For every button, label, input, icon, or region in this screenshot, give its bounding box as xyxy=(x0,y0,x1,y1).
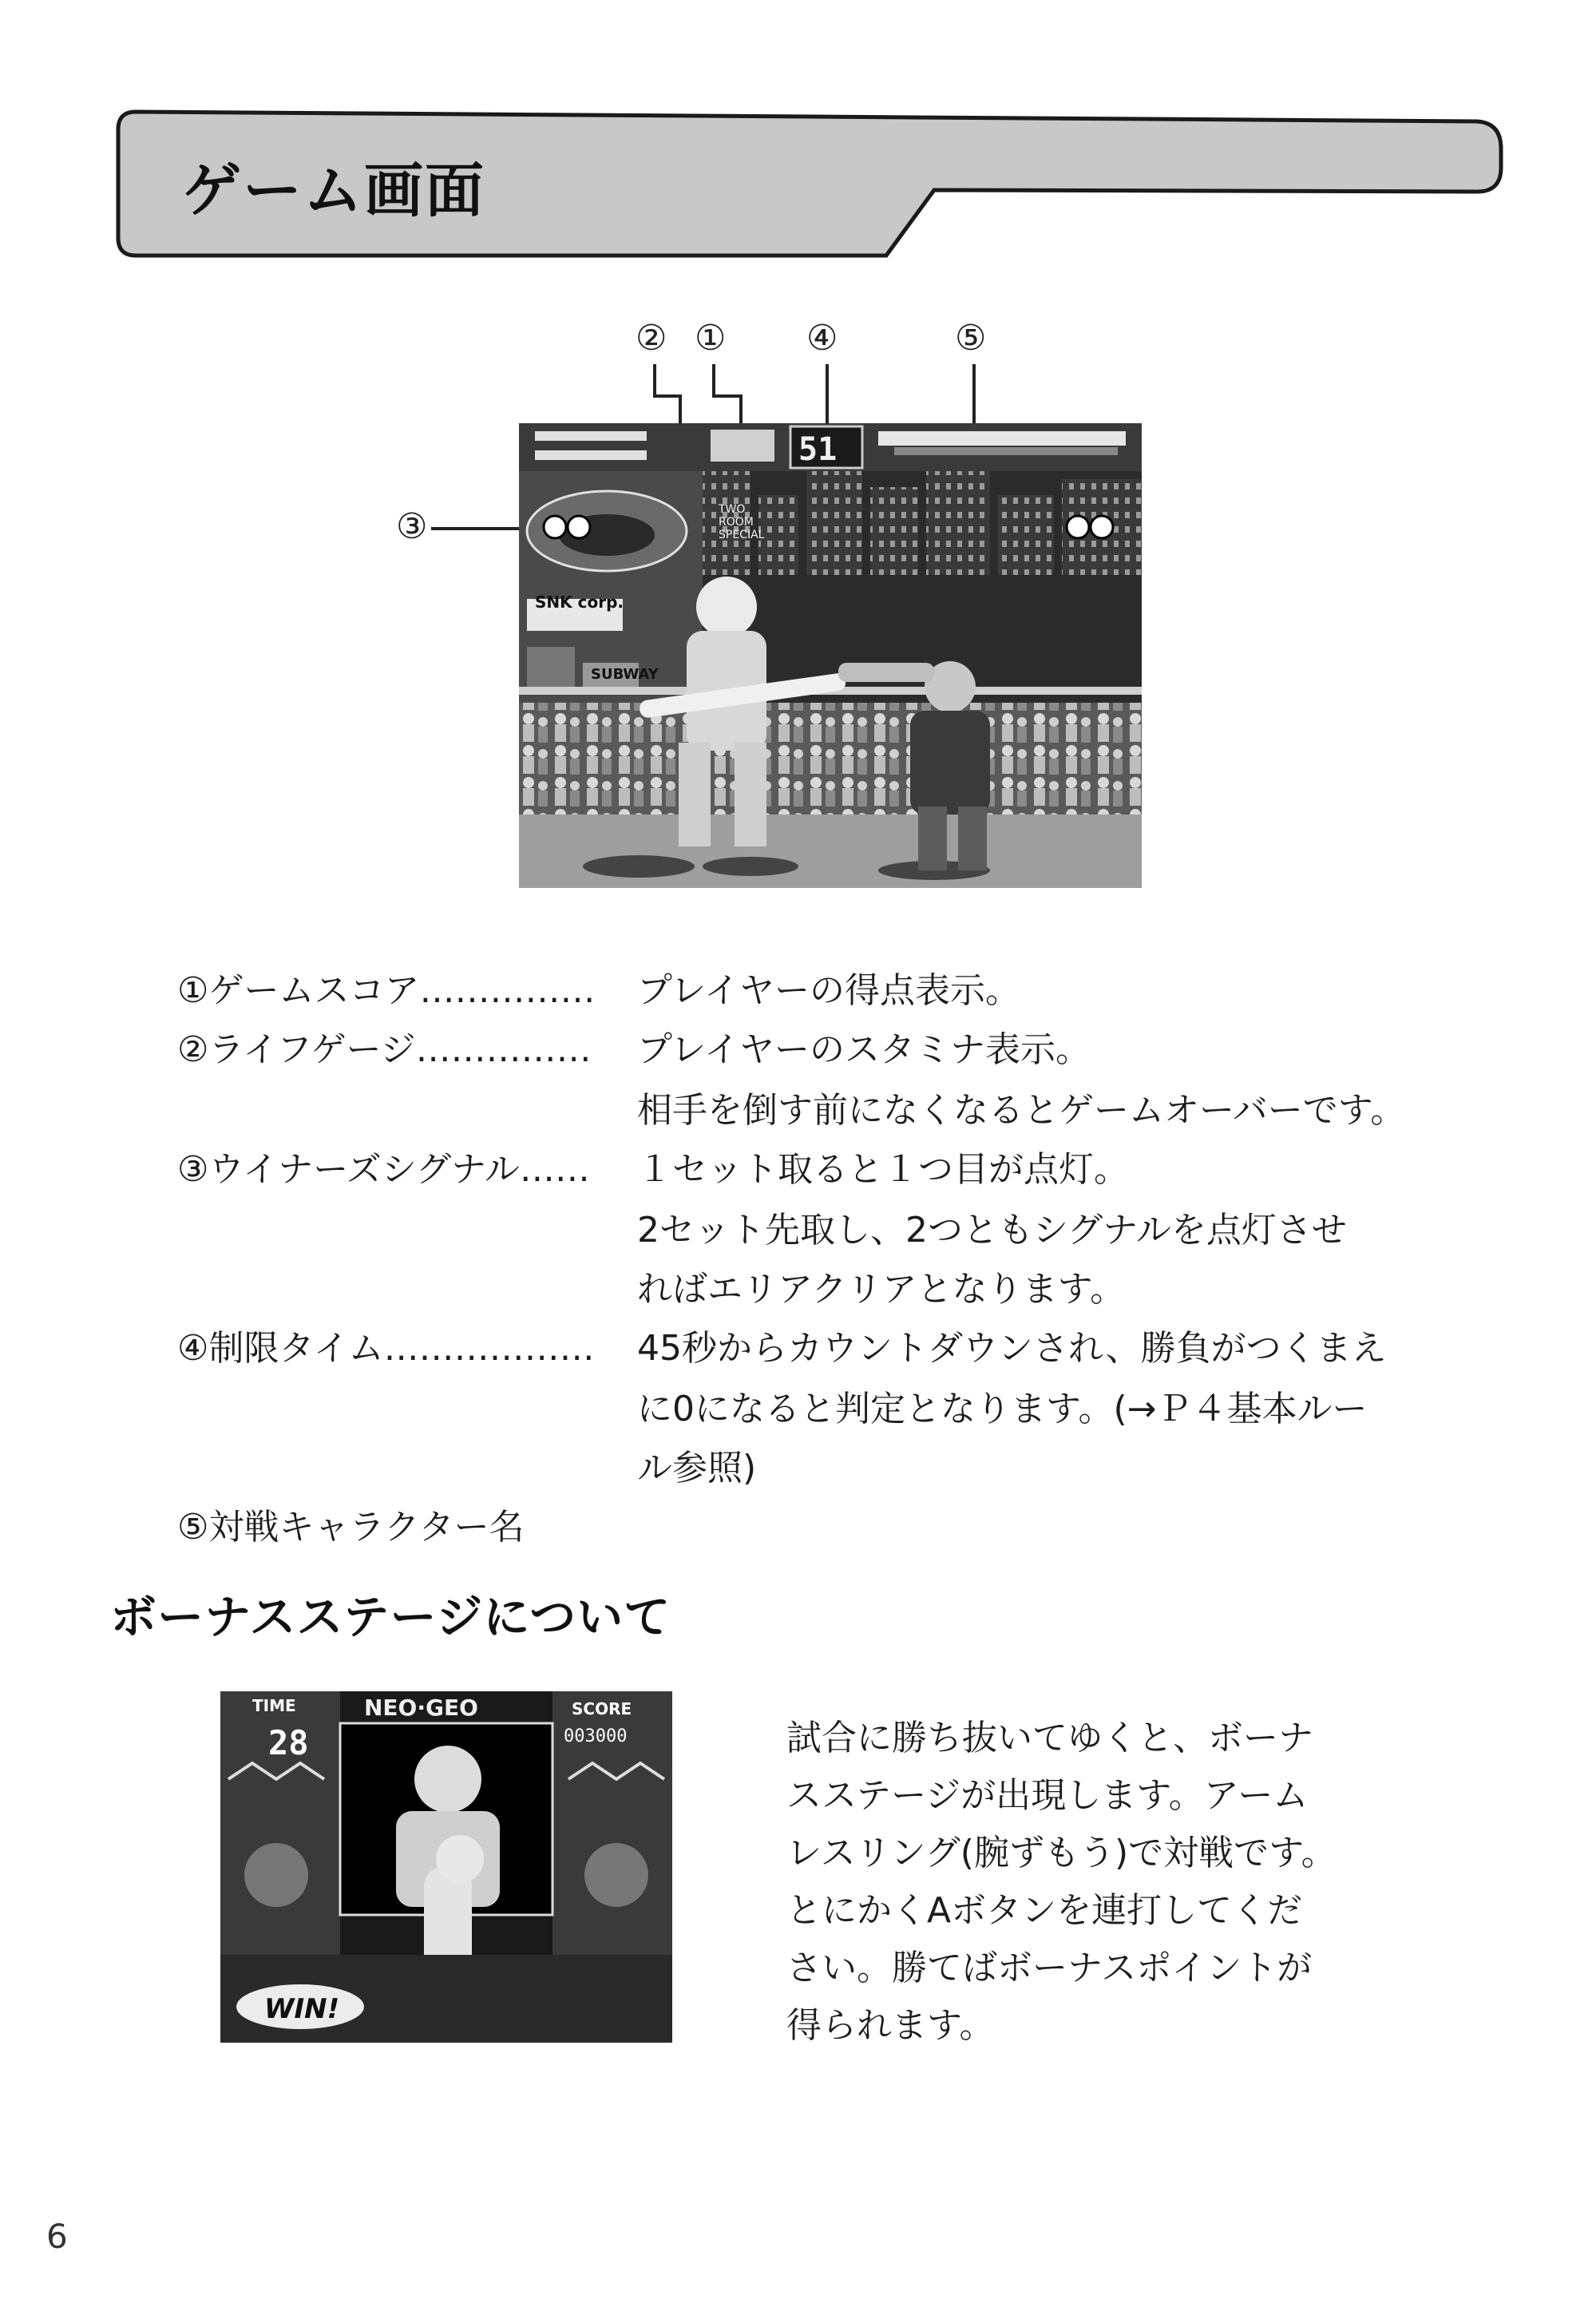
bonus-body-line: 得られます。 xyxy=(786,2005,995,2046)
legend-desc: １セット取ると１つ目が点灯。 xyxy=(637,1149,1129,1190)
bonus-body-line: さい。勝てばボーナスポイントが xyxy=(786,1948,1313,1988)
leader-dots: …… xyxy=(519,1149,590,1190)
callout-score-number: ① xyxy=(695,318,727,359)
fight-scene-illustration xyxy=(519,423,1142,888)
leader-dots: ……………… xyxy=(383,1328,595,1369)
callout-line xyxy=(653,364,656,396)
bonus-stage-heading: ボーナスステージについて xyxy=(110,1590,671,1644)
legend-desc: 45秒からカウントダウンされ、勝負がつくまえ xyxy=(637,1328,1387,1369)
bonus-body-line: レスリング(腕ずもう)で対戦です。 xyxy=(786,1833,1337,1873)
bonus-stage-screenshot xyxy=(220,1691,672,2043)
callout-line xyxy=(712,394,741,398)
legend-desc: プレイヤーのスタミナ表示。 xyxy=(637,1029,1091,1070)
neogeo-logo: NEO·GEO xyxy=(364,1695,478,1721)
snk-sign: SNK corp. xyxy=(535,593,624,612)
win-text: WIN! xyxy=(264,1993,340,2025)
score-label: SCORE xyxy=(572,1699,632,1718)
page-title: ゲーム画面 xyxy=(182,157,485,225)
time-value: 28 xyxy=(268,1723,309,1762)
leader-dots: …………… xyxy=(419,970,596,1011)
callout-line xyxy=(712,364,715,396)
legend-label: ①ゲームスコア xyxy=(177,970,420,1011)
callout-character-name-number: ⑤ xyxy=(955,318,987,359)
legend-item-time-limit xyxy=(177,1319,595,1370)
legend-label: ③ウイナーズシグナル xyxy=(177,1149,520,1190)
callout-line xyxy=(653,394,680,398)
legend-label: ②ライフゲージ xyxy=(177,1029,416,1070)
bonus-body-line: とにかくAボタンを連打してくだ xyxy=(786,1890,1303,1931)
callout-life-gauge-number: ② xyxy=(636,318,667,359)
legend-desc: に0になると判定となります。(→Ｐ４基本ルー xyxy=(637,1389,1368,1429)
billboard-line: SPECIAL xyxy=(719,529,765,541)
legend-item-game-score xyxy=(177,961,595,1013)
callout-line xyxy=(431,527,527,530)
legend-desc: プレイヤーの得点表示。 xyxy=(637,970,1021,1011)
legend-label: ④制限タイム xyxy=(177,1328,384,1369)
billboard-line: TWO xyxy=(719,503,746,516)
billboard-line: ROOM xyxy=(719,516,754,529)
legend-item-life-gauge xyxy=(177,1021,592,1072)
legend-desc: 相手を倒す前になくなるとゲームオーバーです。 xyxy=(637,1090,1406,1131)
legend-desc: 2セット先取し、2つともシグナルを点灯させ xyxy=(637,1210,1347,1251)
fight-screenshot xyxy=(519,423,1142,888)
score-value: 003000 xyxy=(564,1726,628,1746)
legend-desc: ればエリアクリアとなります。 xyxy=(637,1269,1126,1310)
page-number: 6 xyxy=(46,2217,68,2256)
callout-winners-signal-number: ③ xyxy=(396,506,428,547)
billboard-sign xyxy=(719,503,764,541)
timer-display: 51 xyxy=(798,431,838,468)
legend-item-character-name xyxy=(177,1498,525,1549)
subway-sign: SUBWAY xyxy=(591,666,659,683)
bonus-body-line: スステージが出現します。アーム xyxy=(786,1775,1309,1816)
time-label: TIME xyxy=(252,1696,296,1715)
bonus-body-line: 試合に勝ち抜いてゆくと、ボーナ xyxy=(786,1718,1313,1758)
legend-label: ⑤対戦キャラクター名 xyxy=(177,1507,525,1548)
leader-dots: …………… xyxy=(415,1029,592,1070)
callout-timer-number: ④ xyxy=(806,318,838,359)
legend-item-winners-signal xyxy=(177,1140,590,1191)
legend-desc: ル参照) xyxy=(637,1448,757,1488)
